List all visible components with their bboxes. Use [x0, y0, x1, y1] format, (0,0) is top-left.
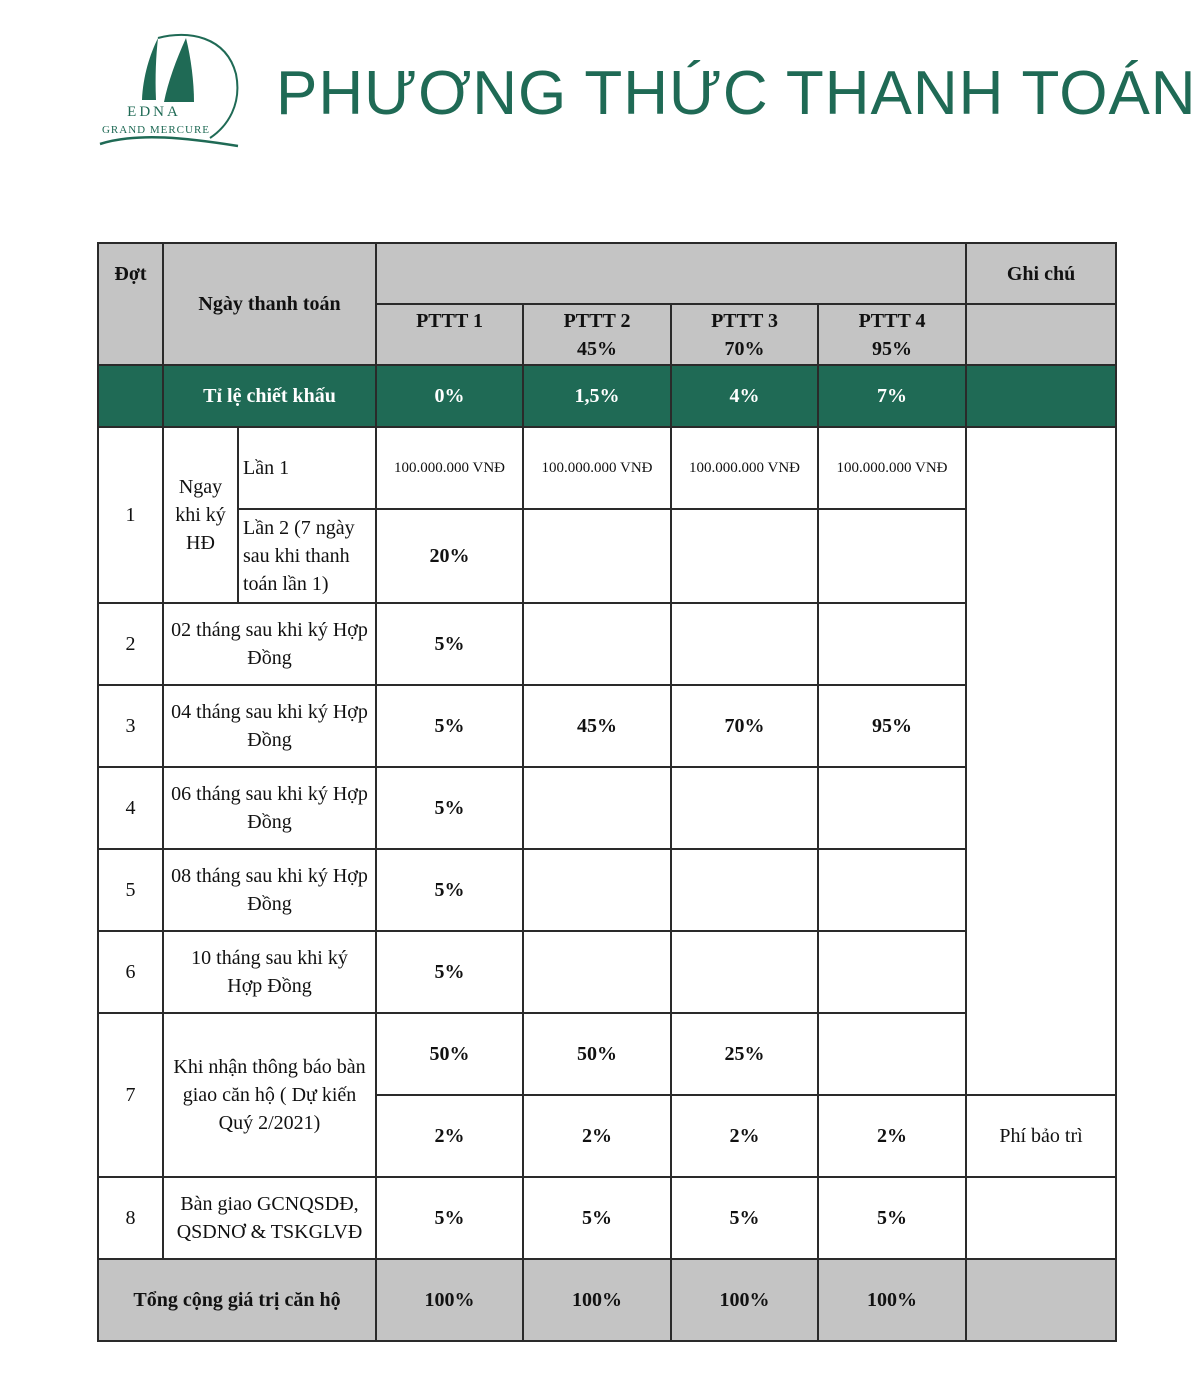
discount-row — [98, 365, 1116, 427]
row1-group-label: Ngay khi ký HĐ — [163, 427, 238, 603]
header-pttt1 — [376, 304, 523, 365]
row1-lan2-value — [523, 509, 671, 603]
page-title: PHƯƠNG THỨC THANH TOÁN — [276, 59, 1197, 128]
total-value: 100% — [671, 1259, 818, 1341]
row-date: 08 tháng sau khi ký Hợp Đồng — [163, 849, 376, 931]
row-value — [818, 767, 966, 849]
row-value — [523, 931, 671, 1013]
pttt3-name: PTTT 3 — [711, 310, 778, 332]
row-number: 8 — [98, 1177, 163, 1259]
row-value: 70% — [671, 685, 818, 767]
header-row-1 — [98, 243, 1116, 304]
pttt4-name: PTTT 4 — [858, 310, 926, 332]
note-blank-merged — [966, 427, 1116, 1095]
row-date: Bàn giao GCNQSDĐ, QSDNƠ & TSKGLVĐ — [163, 1177, 376, 1259]
row-value — [523, 767, 671, 849]
row-value: 5% — [818, 1177, 966, 1259]
row-date: 06 tháng sau khi ký Hợp Đồng — [163, 767, 376, 849]
table-row-1a — [98, 427, 1116, 509]
pttt1-name: PTTT 1 — [416, 310, 483, 332]
row-value: 5% — [376, 849, 523, 931]
table-row-1b — [98, 509, 1116, 603]
row-number: 3 — [98, 685, 163, 767]
row-value — [523, 849, 671, 931]
row-number: 1 — [98, 427, 163, 603]
row1-lan2-value: 20% — [376, 509, 523, 603]
header-methods-blank — [376, 243, 966, 304]
discount-note-blank — [966, 365, 1116, 427]
discount-label: Tỉ lệ chiết khấu — [163, 365, 376, 427]
row1-lan1-value: 100.000.000 VNĐ — [376, 427, 523, 509]
row1-lan1-value: 100.000.000 VNĐ — [671, 427, 818, 509]
row-value — [671, 767, 818, 849]
payment-table — [97, 242, 1117, 1342]
logo-edna-text: EDNA — [127, 104, 181, 120]
discount-value: 0% — [376, 365, 523, 427]
header-note-blank — [966, 304, 1116, 365]
header-date: Ngày thanh toán — [163, 243, 376, 365]
row-value: 5% — [376, 685, 523, 767]
row1-lan2-value — [671, 509, 818, 603]
row1-lan1-value: 100.000.000 VNĐ — [523, 427, 671, 509]
row-value: 5% — [376, 931, 523, 1013]
row-number: 2 — [98, 603, 163, 685]
table-row-3 — [98, 685, 1116, 767]
row-value: 5% — [376, 767, 523, 849]
total-value: 100% — [523, 1259, 671, 1341]
row-date: 10 tháng sau khi ký Hợp Đồng — [163, 931, 376, 1013]
pttt2-name: PTTT 2 — [563, 310, 631, 332]
row-date: 04 tháng sau khi ký Hợp Đồng — [163, 685, 376, 767]
header-pttt3 — [671, 304, 818, 365]
table-row-7a — [98, 1013, 1116, 1095]
header-dot-blank — [98, 304, 163, 365]
row-number: 4 — [98, 767, 163, 849]
edna-logo — [98, 26, 248, 156]
row-value — [818, 1013, 966, 1095]
discount-value: 7% — [818, 365, 966, 427]
row-value: 5% — [523, 1177, 671, 1259]
table-row-5 — [98, 849, 1116, 931]
row-value: 45% — [523, 685, 671, 767]
discount-value: 4% — [671, 365, 818, 427]
pttt3-rate: 70% — [724, 338, 765, 360]
total-note-blank — [966, 1259, 1116, 1341]
table-row-8 — [98, 1177, 1116, 1259]
pttt4-rate: 95% — [872, 338, 913, 360]
header-pttt2 — [523, 304, 671, 365]
total-row — [98, 1259, 1116, 1341]
table-row-6 — [98, 931, 1116, 1013]
row-number: 7 — [98, 1013, 163, 1177]
row-value: 2% — [818, 1095, 966, 1177]
row-value — [671, 849, 818, 931]
row-value — [523, 603, 671, 685]
row-number: 6 — [98, 931, 163, 1013]
row-value: 50% — [376, 1013, 523, 1095]
row-value: 5% — [376, 603, 523, 685]
row-value: 50% — [523, 1013, 671, 1095]
row-date: 02 tháng sau khi ký Hợp Đồng — [163, 603, 376, 685]
logo-grand-mercure-text: GRAND MERCURE — [101, 124, 211, 136]
table-row-4 — [98, 767, 1116, 849]
row-value: 25% — [671, 1013, 818, 1095]
row1-lan2-label: Lần 2 (7 ngày sau khi thanh toán lần 1) — [238, 509, 376, 603]
header-pttt4 — [818, 304, 966, 365]
row1-lan1-value: 100.000.000 VNĐ — [818, 427, 966, 509]
discount-no-blank — [98, 365, 163, 427]
row-value — [818, 603, 966, 685]
row-value — [671, 931, 818, 1013]
pttt2-rate: 45% — [577, 338, 618, 360]
row1-lan1-label: Lần 1 — [238, 427, 376, 509]
row-value — [818, 931, 966, 1013]
row-value: 95% — [818, 685, 966, 767]
total-value: 100% — [818, 1259, 966, 1341]
header-dot: Đợt — [98, 243, 163, 304]
table-row-2 — [98, 603, 1116, 685]
row-value: 2% — [523, 1095, 671, 1177]
header-note: Ghi chú — [966, 243, 1116, 304]
discount-value: 1,5% — [523, 365, 671, 427]
total-label: Tổng cộng giá trị căn hộ — [98, 1259, 376, 1341]
row-date: Khi nhận thông báo bàn giao căn hộ ( Dự kiến Quý 2/2021) — [163, 1013, 376, 1177]
row-note-blank — [966, 1177, 1116, 1259]
row-value: 2% — [376, 1095, 523, 1177]
row1-lan2-value — [818, 509, 966, 603]
sail-logo-icon — [98, 26, 248, 156]
row-value: 2% — [671, 1095, 818, 1177]
row-value: 5% — [376, 1177, 523, 1259]
total-value: 100% — [376, 1259, 523, 1341]
row-number: 5 — [98, 849, 163, 931]
row-note: Phí bảo trì — [966, 1095, 1116, 1177]
row-value — [671, 603, 818, 685]
row-value: 5% — [671, 1177, 818, 1259]
page-header — [0, 0, 1200, 200]
row-value — [818, 849, 966, 931]
